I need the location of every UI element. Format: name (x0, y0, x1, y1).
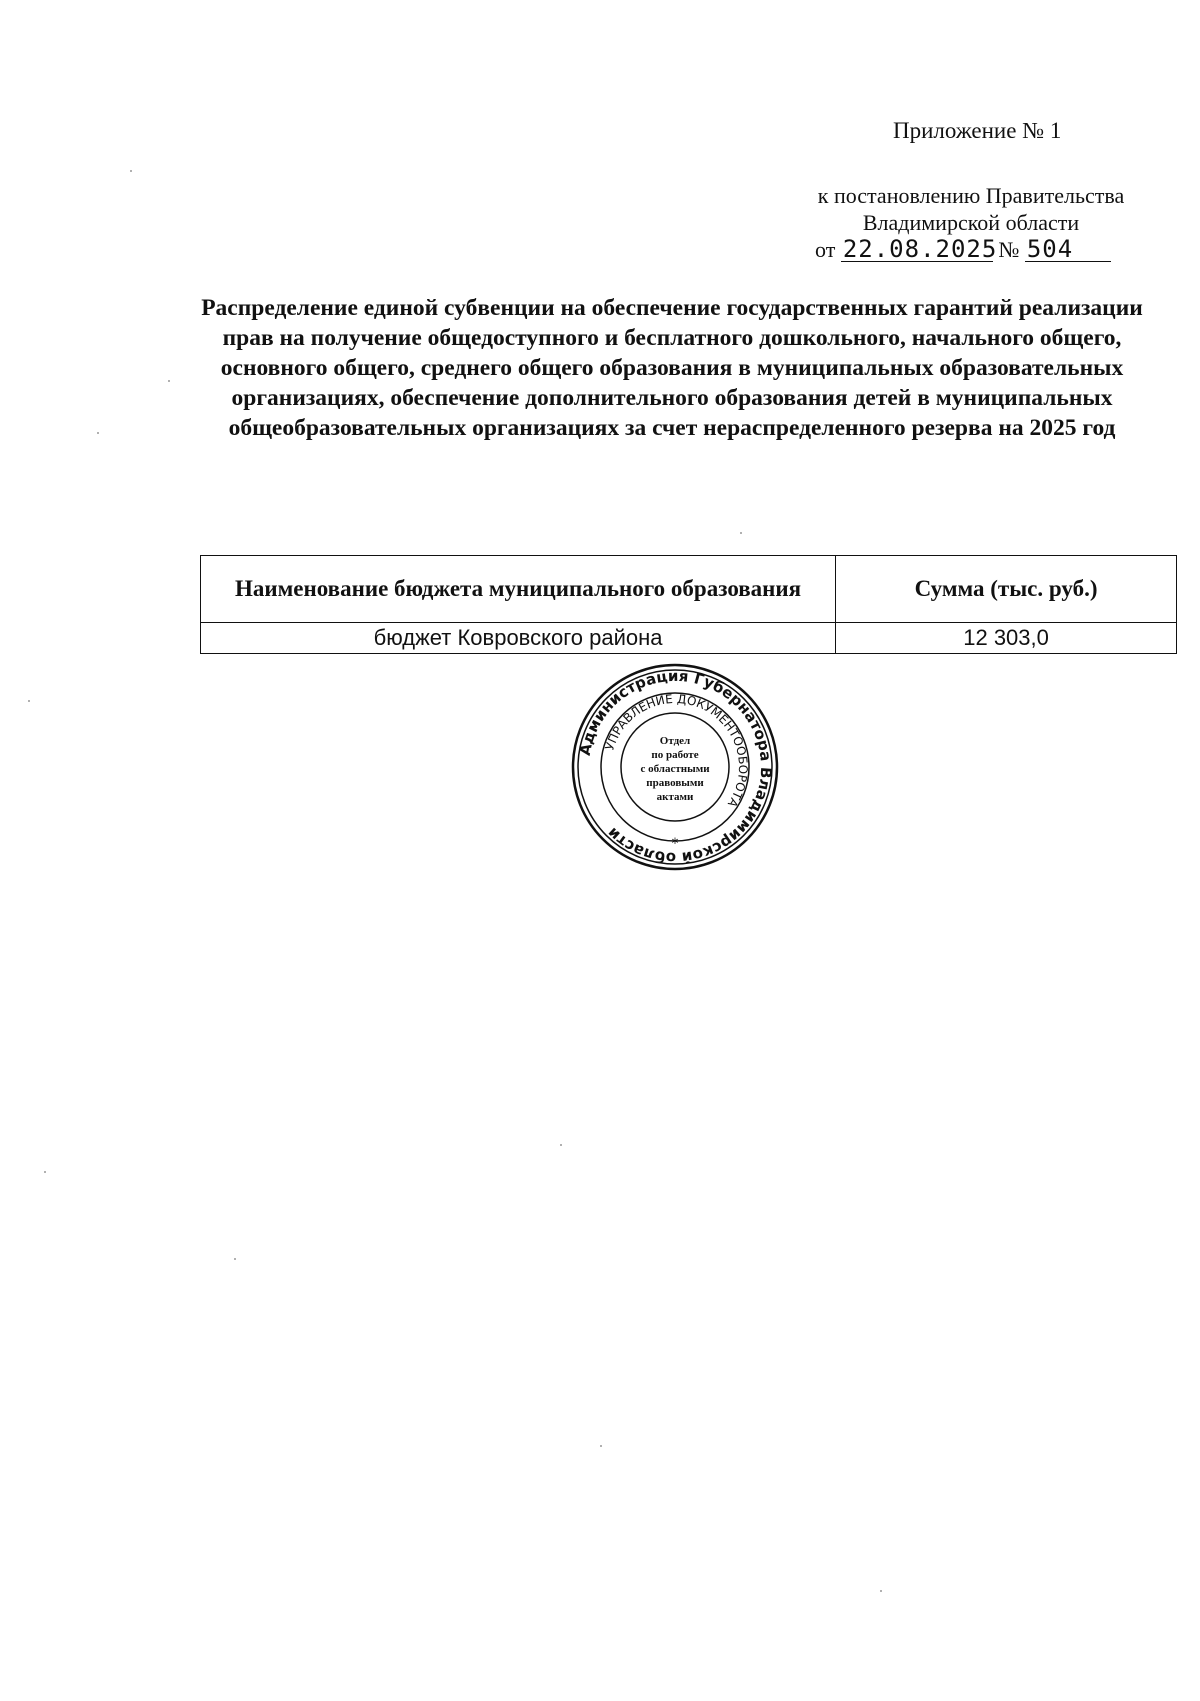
scan-speck (168, 380, 170, 382)
table-row (201, 623, 1177, 654)
decree-date-field: 22.08.2025 (842, 235, 998, 263)
seal-outer-text: Администрация Губернатора Владимирской области (575, 666, 776, 868)
seal-inner-text: УПРАВЛЕНИЕ ДОКУМЕНТООБОРОТА (602, 691, 751, 810)
decree-line-1: к постановлению Правительства (817, 183, 1125, 208)
decree-line-2: Владимирской области (862, 210, 1080, 235)
scan-speck (234, 1258, 236, 1260)
scan-speck (97, 432, 99, 434)
number-prefix: № (998, 237, 1020, 262)
seal-center-line-5: актами (656, 791, 694, 803)
seal-center-line-3: с областными (640, 763, 710, 775)
decree-date-line (795, 236, 1147, 263)
decree-reference (795, 182, 1147, 263)
column-header-name: Наименование бюджета муниципального образования (201, 556, 836, 623)
seal-center-line-2: по работе (651, 749, 699, 761)
scan-speck (560, 1144, 562, 1146)
document-title: Распределение единой субвенции на обеспечение государственных гарантий реализации прав на получение общедоступного и бесплатного дошкольного, начального общего, основного общего, среднего общего образования в муниципальных образовательных организациях, обеспечение дополнительного образования детей в муниципальных общеобразовательных организациях за счет нераспределенного резерва на 2025 год (201, 295, 1143, 441)
scan-speck (880, 1590, 882, 1592)
scan-speck (740, 532, 742, 534)
table-header-row (201, 556, 1177, 623)
scan-speck (28, 700, 30, 702)
scan-speck (44, 1171, 46, 1173)
row-budget-name: бюджет Ковровского района (201, 623, 836, 654)
row-budget-sum: 12 303,0 (836, 623, 1177, 654)
appendix-label: Приложение № 1 (893, 118, 1062, 143)
scan-speck (600, 1445, 602, 1447)
scan-speck (130, 170, 132, 172)
decree-number-field: 504 (1025, 237, 1111, 262)
seal-center-line-4: правовыми (646, 777, 704, 789)
seal-star-icon: * (671, 836, 679, 852)
seal-center-line-1: Отдел (659, 735, 691, 747)
seal-center-text (640, 735, 710, 803)
date-prefix: от (815, 237, 836, 262)
official-seal (570, 662, 780, 872)
distribution-table (200, 555, 1177, 654)
column-header-sum: Сумма (тыс. руб.) (836, 556, 1177, 623)
